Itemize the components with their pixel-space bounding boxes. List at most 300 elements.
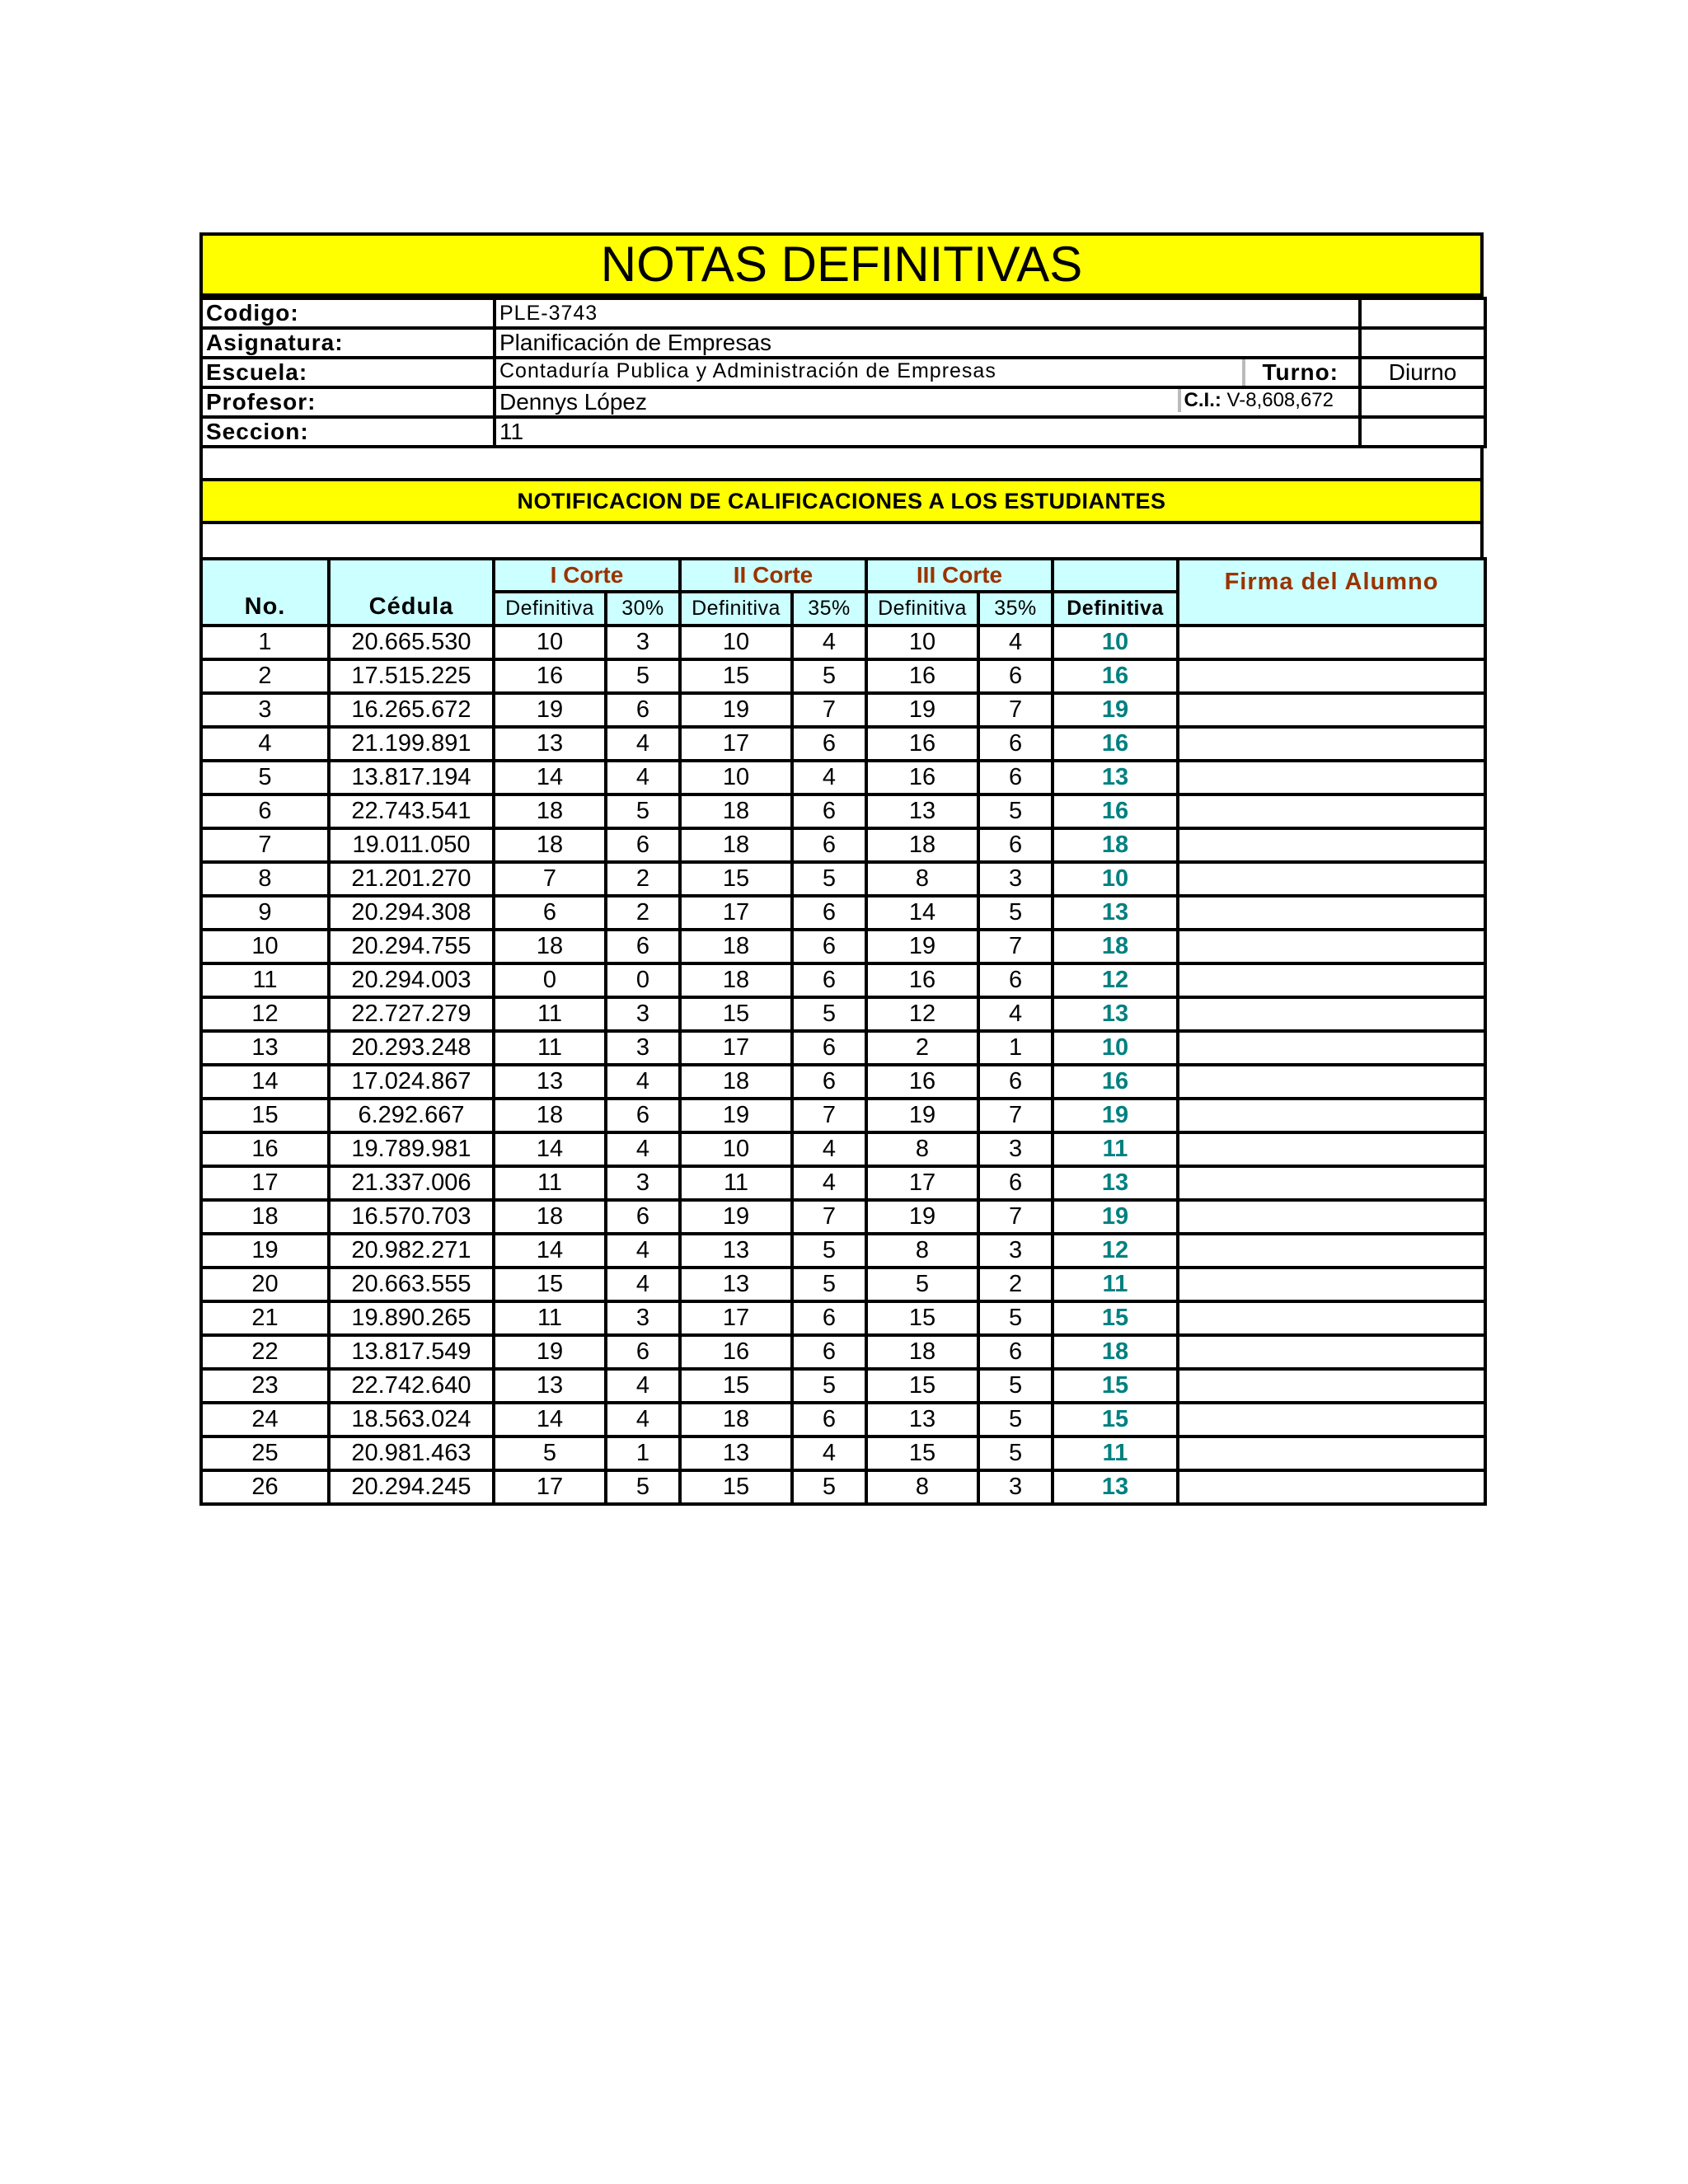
escuela-value: Contaduría Publica y Administración de Empresas [499, 359, 996, 382]
corte3-definitiva-cell: 16 [866, 761, 978, 794]
cedula-cell: 22.742.640 [329, 1369, 494, 1403]
spacer [199, 524, 1484, 557]
corte1-definitiva-cell: 0 [494, 963, 606, 997]
signature-cell[interactable] [1178, 1031, 1485, 1065]
student-no-cell: 14 [201, 1065, 329, 1099]
table-row [201, 963, 1485, 997]
signature-cell[interactable] [1178, 1234, 1485, 1268]
turno-label: Turno: [1242, 359, 1355, 386]
corte3-definitiva-cell: 18 [866, 828, 978, 862]
corte3-definitiva-cell: 14 [866, 896, 978, 930]
corte3-pct-cell: 7 [978, 693, 1053, 727]
final-grade-cell: 19 [1053, 693, 1178, 727]
info-row-codigo [201, 298, 1485, 328]
corte1-definitiva-cell: 14 [494, 761, 606, 794]
corte2-pct-cell: 4 [792, 761, 866, 794]
corte2-pct-cell: 7 [792, 693, 866, 727]
corte3-pct-cell: 6 [978, 727, 1053, 761]
cedula-cell: 20.294.308 [329, 896, 494, 930]
cedula-cell: 19.011.050 [329, 828, 494, 862]
corte2-definitiva-cell: 18 [680, 794, 792, 828]
corte1-definitiva-cell: 18 [494, 930, 606, 963]
escuela-cell [495, 358, 1360, 387]
corte3-definitiva-cell: 17 [866, 1166, 978, 1200]
signature-cell[interactable] [1178, 1099, 1485, 1132]
ci-label: C.I.: [1184, 389, 1221, 411]
corte2-definitiva-cell: 19 [680, 693, 792, 727]
corte1-definitiva-cell: 16 [494, 659, 606, 693]
corte2-definitiva-cell: 15 [680, 1369, 792, 1403]
student-no-cell: 10 [201, 930, 329, 963]
corte2-definitiva-cell: 13 [680, 1268, 792, 1301]
student-no-cell: 9 [201, 896, 329, 930]
corte1-definitiva-cell: 18 [494, 794, 606, 828]
corte3-pct-cell: 3 [978, 1132, 1053, 1166]
corte3-definitiva-cell: 2 [866, 1031, 978, 1065]
corte2-definitiva-cell: 10 [680, 761, 792, 794]
signature-cell[interactable] [1178, 693, 1485, 727]
corte2-definitiva-cell: 15 [680, 1470, 792, 1504]
table-row [201, 693, 1485, 727]
corte3-definitiva-cell: 16 [866, 963, 978, 997]
table-row [201, 1166, 1485, 1200]
student-no-cell: 12 [201, 997, 329, 1031]
student-no-cell: 24 [201, 1403, 329, 1436]
corte1-definitiva-cell: 15 [494, 1268, 606, 1301]
corte1-pct-cell: 0 [606, 963, 680, 997]
grades-table [199, 557, 1487, 1506]
col-header-corte-3: III Corte [866, 559, 1053, 592]
signature-cell[interactable] [1178, 1369, 1485, 1403]
table-row [201, 862, 1485, 896]
final-grade-cell: 18 [1053, 1335, 1178, 1369]
corte3-definitiva-cell: 15 [866, 1436, 978, 1470]
corte2-pct-cell: 6 [792, 1065, 866, 1099]
signature-cell[interactable] [1178, 1436, 1485, 1470]
student-no-cell: 23 [201, 1369, 329, 1403]
signature-cell[interactable] [1178, 659, 1485, 693]
corte1-pct-cell: 3 [606, 626, 680, 659]
corte1-definitiva-cell: 17 [494, 1470, 606, 1504]
corte3-definitiva-cell: 18 [866, 1335, 978, 1369]
corte1-definitiva-cell: 18 [494, 1200, 606, 1234]
corte1-definitiva-cell: 11 [494, 1301, 606, 1335]
corte2-definitiva-cell: 13 [680, 1234, 792, 1268]
corte3-definitiva-cell: 8 [866, 1234, 978, 1268]
student-no-cell: 17 [201, 1166, 329, 1200]
cedula-cell: 20.294.245 [329, 1470, 494, 1504]
signature-cell[interactable] [1178, 1166, 1485, 1200]
corte2-pct-cell: 7 [792, 1099, 866, 1132]
cedula-cell: 21.201.270 [329, 862, 494, 896]
corte3-pct-cell: 3 [978, 862, 1053, 896]
col-header-pct-1: 30% [606, 592, 680, 626]
student-no-cell: 18 [201, 1200, 329, 1234]
final-grade-cell: 12 [1053, 1234, 1178, 1268]
corte1-pct-cell: 4 [606, 1369, 680, 1403]
corte1-pct-cell: 1 [606, 1436, 680, 1470]
empty-cell [1360, 417, 1485, 447]
signature-cell[interactable] [1178, 896, 1485, 930]
asignatura-value: Planificación de Empresas [495, 328, 1360, 358]
student-no-cell: 6 [201, 794, 329, 828]
table-row [201, 1436, 1485, 1470]
corte2-definitiva-cell: 16 [680, 1335, 792, 1369]
student-no-cell: 19 [201, 1234, 329, 1268]
corte3-pct-cell: 6 [978, 1065, 1053, 1099]
final-grade-cell: 11 [1053, 1436, 1178, 1470]
table-row [201, 1335, 1485, 1369]
table-row [201, 997, 1485, 1031]
cedula-cell: 17.024.867 [329, 1065, 494, 1099]
signature-cell[interactable] [1178, 862, 1485, 896]
col-header-corte-2: II Corte [680, 559, 866, 592]
corte3-definitiva-cell: 15 [866, 1369, 978, 1403]
corte2-definitiva-cell: 19 [680, 1099, 792, 1132]
final-grade-cell: 18 [1053, 828, 1178, 862]
corte1-definitiva-cell: 14 [494, 1403, 606, 1436]
corte2-pct-cell: 6 [792, 794, 866, 828]
corte3-definitiva-cell: 16 [866, 1065, 978, 1099]
corte1-definitiva-cell: 10 [494, 626, 606, 659]
final-grade-cell: 13 [1053, 1166, 1178, 1200]
final-grade-cell: 12 [1053, 963, 1178, 997]
corte1-pct-cell: 6 [606, 930, 680, 963]
corte2-pct-cell: 6 [792, 1031, 866, 1065]
corte3-definitiva-cell: 16 [866, 659, 978, 693]
corte3-pct-cell: 2 [978, 1268, 1053, 1301]
corte1-definitiva-cell: 13 [494, 727, 606, 761]
student-no-cell: 5 [201, 761, 329, 794]
cedula-cell: 19.789.981 [329, 1132, 494, 1166]
col-header-definitiva-1: Definitiva [494, 592, 606, 626]
final-grade-cell: 13 [1053, 896, 1178, 930]
corte3-pct-cell: 6 [978, 1166, 1053, 1200]
corte3-pct-cell: 5 [978, 896, 1053, 930]
col-header-pct-3: 35% [978, 592, 1053, 626]
final-grade-cell: 10 [1053, 626, 1178, 659]
table-row [201, 761, 1485, 794]
corte2-pct-cell: 5 [792, 659, 866, 693]
corte3-pct-cell: 5 [978, 794, 1053, 828]
table-row [201, 1200, 1485, 1234]
corte1-definitiva-cell: 11 [494, 1031, 606, 1065]
signature-cell[interactable] [1178, 794, 1485, 828]
corte1-definitiva-cell: 14 [494, 1132, 606, 1166]
cedula-cell: 16.570.703 [329, 1200, 494, 1234]
corte2-pct-cell: 5 [792, 997, 866, 1031]
corte3-pct-cell: 6 [978, 828, 1053, 862]
corte1-pct-cell: 3 [606, 997, 680, 1031]
corte2-definitiva-cell: 10 [680, 626, 792, 659]
corte1-pct-cell: 5 [606, 659, 680, 693]
corte1-definitiva-cell: 6 [494, 896, 606, 930]
cedula-cell: 20.665.530 [329, 626, 494, 659]
signature-cell[interactable] [1178, 626, 1485, 659]
corte3-pct-cell: 3 [978, 1470, 1053, 1504]
table-row [201, 828, 1485, 862]
corte1-definitiva-cell: 14 [494, 1234, 606, 1268]
corte1-definitiva-cell: 11 [494, 997, 606, 1031]
corte2-pct-cell: 5 [792, 1369, 866, 1403]
corte1-pct-cell: 5 [606, 1470, 680, 1504]
final-grade-cell: 19 [1053, 1099, 1178, 1132]
student-no-cell: 1 [201, 626, 329, 659]
signature-cell[interactable] [1178, 1132, 1485, 1166]
seccion-label: Seccion: [201, 417, 495, 447]
signature-cell[interactable] [1178, 1470, 1485, 1504]
spacer [199, 448, 1484, 478]
corte3-pct-cell: 3 [978, 1234, 1053, 1268]
corte2-pct-cell: 7 [792, 1200, 866, 1234]
col-header-blank [1053, 559, 1178, 592]
table-row [201, 1234, 1485, 1268]
corte2-pct-cell: 6 [792, 963, 866, 997]
corte2-definitiva-cell: 18 [680, 963, 792, 997]
col-header-definitiva-2: Definitiva [680, 592, 792, 626]
student-no-cell: 15 [201, 1099, 329, 1132]
corte3-definitiva-cell: 8 [866, 1132, 978, 1166]
corte1-pct-cell: 4 [606, 1234, 680, 1268]
cedula-cell: 6.292.667 [329, 1099, 494, 1132]
cedula-cell: 19.890.265 [329, 1301, 494, 1335]
final-grade-cell: 16 [1053, 794, 1178, 828]
corte3-pct-cell: 6 [978, 659, 1053, 693]
cedula-cell: 20.294.003 [329, 963, 494, 997]
corte1-pct-cell: 4 [606, 727, 680, 761]
corte2-definitiva-cell: 15 [680, 659, 792, 693]
corte3-definitiva-cell: 8 [866, 1470, 978, 1504]
final-grade-cell: 11 [1053, 1268, 1178, 1301]
corte2-definitiva-cell: 17 [680, 727, 792, 761]
profesor-cell [495, 387, 1360, 417]
corte3-pct-cell: 7 [978, 930, 1053, 963]
corte3-definitiva-cell: 19 [866, 1099, 978, 1132]
corte1-definitiva-cell: 13 [494, 1369, 606, 1403]
corte2-pct-cell: 6 [792, 727, 866, 761]
corte1-definitiva-cell: 13 [494, 1065, 606, 1099]
table-row [201, 930, 1485, 963]
table-row [201, 896, 1485, 930]
corte1-pct-cell: 4 [606, 1403, 680, 1436]
corte2-definitiva-cell: 19 [680, 1200, 792, 1234]
col-header-final: Definitiva [1053, 592, 1178, 626]
corte2-definitiva-cell: 17 [680, 1031, 792, 1065]
profesor-label: Profesor: [201, 387, 495, 417]
student-no-cell: 20 [201, 1268, 329, 1301]
corte2-pct-cell: 5 [792, 1234, 866, 1268]
corte3-definitiva-cell: 13 [866, 794, 978, 828]
signature-cell[interactable] [1178, 1065, 1485, 1099]
empty-cell [1360, 387, 1485, 417]
cedula-cell: 17.515.225 [329, 659, 494, 693]
final-grade-cell: 13 [1053, 1470, 1178, 1504]
corte1-pct-cell: 3 [606, 1301, 680, 1335]
table-row [201, 794, 1485, 828]
escuela-label: Escuela: [201, 358, 495, 387]
corte1-pct-cell: 2 [606, 862, 680, 896]
corte3-definitiva-cell: 15 [866, 1301, 978, 1335]
corte1-pct-cell: 4 [606, 1132, 680, 1166]
table-row [201, 1132, 1485, 1166]
corte3-definitiva-cell: 8 [866, 862, 978, 896]
corte3-pct-cell: 1 [978, 1031, 1053, 1065]
grades-body [201, 626, 1485, 1504]
student-no-cell: 3 [201, 693, 329, 727]
signature-cell[interactable] [1178, 828, 1485, 862]
signature-cell[interactable] [1178, 1335, 1485, 1369]
corte2-definitiva-cell: 11 [680, 1166, 792, 1200]
corte1-pct-cell: 6 [606, 1335, 680, 1369]
corte1-pct-cell: 2 [606, 896, 680, 930]
signature-cell[interactable] [1178, 1301, 1485, 1335]
table-row [201, 1268, 1485, 1301]
corte3-pct-cell: 6 [978, 963, 1053, 997]
final-grade-cell: 16 [1053, 659, 1178, 693]
signature-cell[interactable] [1178, 727, 1485, 761]
signature-cell[interactable] [1178, 930, 1485, 963]
info-row-profesor [201, 387, 1485, 417]
signature-cell[interactable] [1178, 1268, 1485, 1301]
turno-value: Diurno [1360, 358, 1485, 387]
table-row [201, 727, 1485, 761]
corte3-pct-cell: 5 [978, 1301, 1053, 1335]
signature-cell[interactable] [1178, 1403, 1485, 1436]
corte1-pct-cell: 3 [606, 1031, 680, 1065]
cedula-cell: 16.265.672 [329, 693, 494, 727]
final-grade-cell: 11 [1053, 1132, 1178, 1166]
col-header-pct-2: 35% [792, 592, 866, 626]
student-no-cell: 11 [201, 963, 329, 997]
col-header-firma: Firma del Alumno [1178, 559, 1485, 626]
header-row-top [201, 559, 1485, 592]
col-header-corte-1: I Corte [494, 559, 680, 592]
corte3-definitiva-cell: 12 [866, 997, 978, 1031]
cedula-cell: 18.563.024 [329, 1403, 494, 1436]
corte1-pct-cell: 6 [606, 1099, 680, 1132]
corte3-definitiva-cell: 19 [866, 930, 978, 963]
corte3-definitiva-cell: 19 [866, 1200, 978, 1234]
student-no-cell: 2 [201, 659, 329, 693]
corte2-definitiva-cell: 13 [680, 1436, 792, 1470]
student-no-cell: 8 [201, 862, 329, 896]
corte3-definitiva-cell: 5 [866, 1268, 978, 1301]
final-grade-cell: 13 [1053, 761, 1178, 794]
corte3-pct-cell: 5 [978, 1403, 1053, 1436]
corte3-pct-cell: 7 [978, 1099, 1053, 1132]
corte1-definitiva-cell: 18 [494, 828, 606, 862]
corte2-pct-cell: 5 [792, 1470, 866, 1504]
corte2-pct-cell: 4 [792, 1436, 866, 1470]
corte2-definitiva-cell: 18 [680, 1065, 792, 1099]
cedula-cell: 20.981.463 [329, 1436, 494, 1470]
student-no-cell: 22 [201, 1335, 329, 1369]
corte2-definitiva-cell: 17 [680, 1301, 792, 1335]
corte1-definitiva-cell: 19 [494, 693, 606, 727]
section-subtitle: NOTIFICACION DE CALIFICACIONES A LOS ESTUDIANTES [199, 478, 1484, 524]
corte1-pct-cell: 5 [606, 794, 680, 828]
corte2-pct-cell: 4 [792, 1166, 866, 1200]
corte1-definitiva-cell: 19 [494, 1335, 606, 1369]
course-info-table [199, 297, 1487, 448]
final-grade-cell: 10 [1053, 862, 1178, 896]
corte1-definitiva-cell: 11 [494, 1166, 606, 1200]
grade-sheet [199, 232, 1484, 1506]
corte1-definitiva-cell: 7 [494, 862, 606, 896]
table-row [201, 659, 1485, 693]
table-row [201, 1403, 1485, 1436]
corte3-definitiva-cell: 16 [866, 727, 978, 761]
info-row-seccion [201, 417, 1485, 447]
final-grade-cell: 15 [1053, 1403, 1178, 1436]
corte2-definitiva-cell: 15 [680, 862, 792, 896]
empty-cell [1360, 298, 1485, 328]
corte2-definitiva-cell: 18 [680, 1403, 792, 1436]
corte2-pct-cell: 5 [792, 1268, 866, 1301]
ci-value: V-8,608,672 [1226, 389, 1334, 411]
corte2-pct-cell: 4 [792, 1132, 866, 1166]
info-row-asignatura [201, 328, 1485, 358]
corte3-definitiva-cell: 13 [866, 1403, 978, 1436]
corte3-pct-cell: 6 [978, 761, 1053, 794]
corte2-definitiva-cell: 10 [680, 1132, 792, 1166]
signature-cell[interactable] [1178, 1200, 1485, 1234]
corte2-definitiva-cell: 18 [680, 930, 792, 963]
corte1-pct-cell: 4 [606, 1065, 680, 1099]
corte2-pct-cell: 6 [792, 896, 866, 930]
corte2-definitiva-cell: 17 [680, 896, 792, 930]
corte2-pct-cell: 6 [792, 1335, 866, 1369]
signature-cell[interactable] [1178, 761, 1485, 794]
cedula-cell: 20.663.555 [329, 1268, 494, 1301]
corte3-pct-cell: 4 [978, 997, 1053, 1031]
corte3-pct-cell: 5 [978, 1369, 1053, 1403]
final-grade-cell: 16 [1053, 1065, 1178, 1099]
profesor-value: Dennys López [499, 389, 648, 415]
table-row [201, 1470, 1485, 1504]
cedula-cell: 13.817.194 [329, 761, 494, 794]
asignatura-label: Asignatura: [201, 328, 495, 358]
cedula-cell: 20.982.271 [329, 1234, 494, 1268]
seccion-value: 11 [495, 417, 1360, 447]
final-grade-cell: 13 [1053, 997, 1178, 1031]
final-grade-cell: 10 [1053, 1031, 1178, 1065]
cedula-cell: 22.727.279 [329, 997, 494, 1031]
codigo-label: Codigo: [201, 298, 495, 328]
cedula-cell: 21.337.006 [329, 1166, 494, 1200]
final-grade-cell: 19 [1053, 1200, 1178, 1234]
student-no-cell: 4 [201, 727, 329, 761]
empty-cell [1360, 328, 1485, 358]
table-row [201, 1031, 1485, 1065]
corte2-pct-cell: 4 [792, 626, 866, 659]
corte2-pct-cell: 6 [792, 1301, 866, 1335]
table-row [201, 1099, 1485, 1132]
corte2-definitiva-cell: 15 [680, 997, 792, 1031]
info-row-escuela [201, 358, 1485, 387]
signature-cell[interactable] [1178, 997, 1485, 1031]
table-row [201, 1065, 1485, 1099]
signature-cell[interactable] [1178, 963, 1485, 997]
corte2-definitiva-cell: 18 [680, 828, 792, 862]
table-row [201, 1301, 1485, 1335]
corte1-pct-cell: 4 [606, 761, 680, 794]
corte3-pct-cell: 4 [978, 626, 1053, 659]
col-header-definitiva-3: Definitiva [866, 592, 978, 626]
final-grade-cell: 18 [1053, 930, 1178, 963]
final-grade-cell: 16 [1053, 727, 1178, 761]
cedula-cell: 20.294.755 [329, 930, 494, 963]
